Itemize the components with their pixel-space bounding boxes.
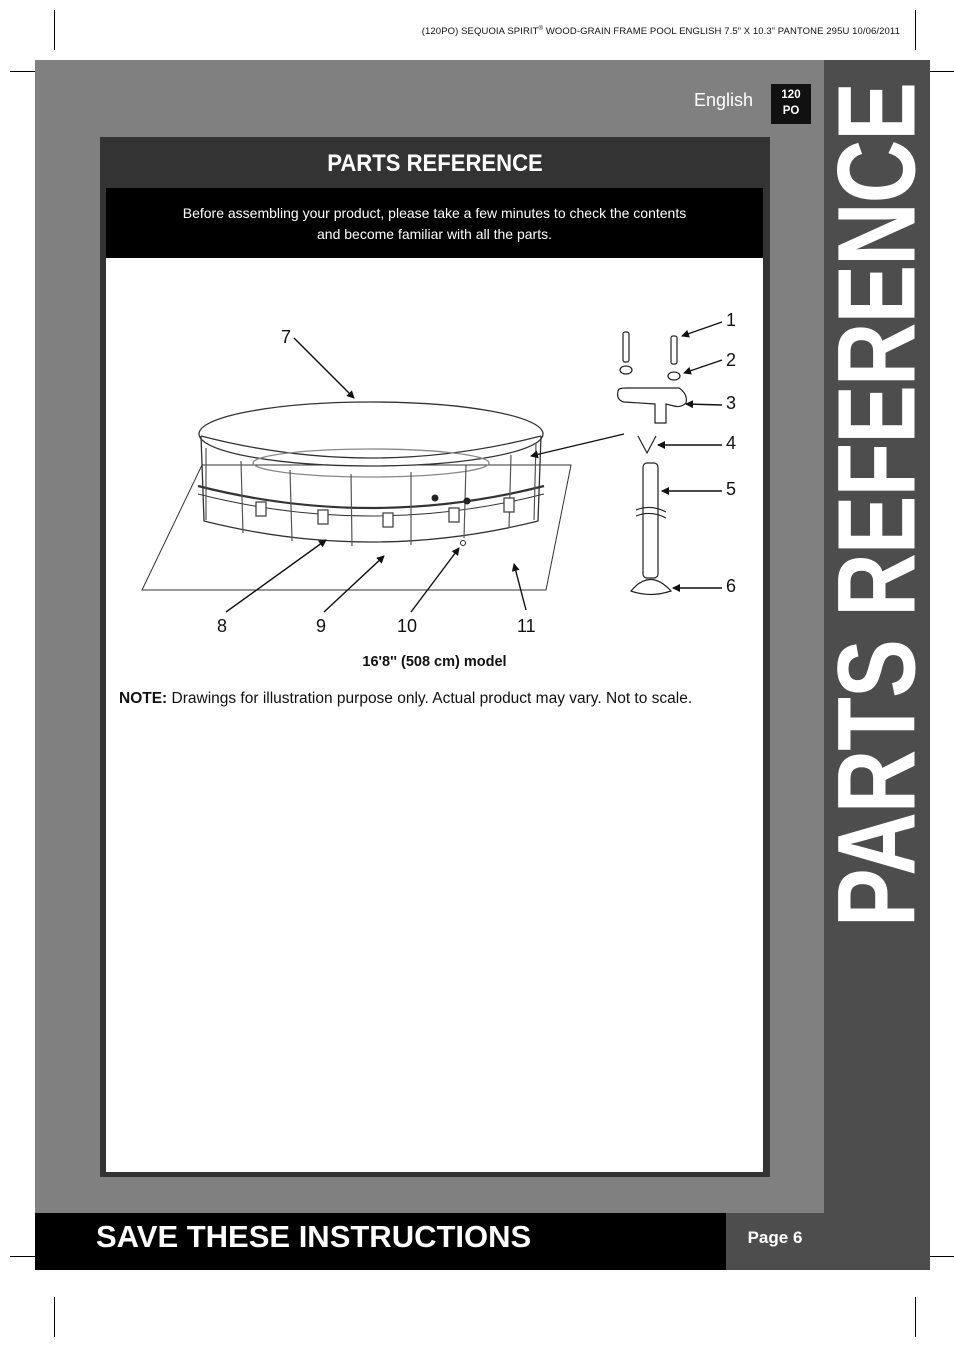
callout-3: 3 bbox=[726, 393, 737, 413]
callout-10: 10 bbox=[397, 616, 418, 636]
callout-arrow bbox=[682, 322, 722, 336]
page-number: Page 6 bbox=[726, 1213, 824, 1270]
pool-body bbox=[198, 402, 544, 546]
page-code-badge: 120 PO bbox=[771, 84, 811, 124]
print-header: (120PO) SEQUOIA SPIRIT® WOOD-GRAIN FRAME POOL ENGLISH 7.5” X 10.3” PANTONE 295U 10/06/2011 bbox=[421, 26, 900, 38]
callout-6: 6 bbox=[726, 576, 737, 596]
crop-mark bbox=[54, 1297, 55, 1337]
side-band bbox=[814, 60, 939, 1270]
callout-4: 4 bbox=[726, 433, 737, 453]
note-label: NOTE: bbox=[119, 690, 168, 707]
note-text: Drawings for illustration purpose only. Actual product may vary. Not to scale. bbox=[167, 690, 693, 707]
callout-5: 5 bbox=[726, 479, 737, 499]
figure-caption: 16'8'' (508 cm) model bbox=[362, 654, 507, 670]
callout-arrow bbox=[226, 540, 326, 612]
callout-7: 7 bbox=[281, 327, 292, 347]
intro-box: Before assembling your product, please take a few minutes to check the contents and become familiar with all the parts. bbox=[106, 188, 763, 258]
callout-9: 9 bbox=[316, 616, 327, 636]
callout-arrow bbox=[531, 434, 624, 456]
note bbox=[119, 690, 759, 708]
footer-title: SAVE THESE INSTRUCTIONS bbox=[96, 1219, 532, 1254]
section-title: PARTS REFERENCE bbox=[327, 150, 543, 177]
callout-arrow bbox=[294, 338, 354, 398]
callout-1: 1 bbox=[726, 310, 737, 330]
callout-arrow bbox=[684, 360, 722, 373]
side-title: PARTS REFERENCE bbox=[814, 83, 939, 927]
language-label: English bbox=[694, 90, 754, 110]
callout-11: 11 bbox=[517, 616, 536, 636]
callout-2: 2 bbox=[726, 350, 737, 370]
crop-mark bbox=[915, 10, 916, 50]
crop-mark bbox=[915, 1297, 916, 1337]
callout-8: 8 bbox=[217, 616, 228, 636]
callout-arrow bbox=[324, 556, 384, 612]
parts-illustration bbox=[106, 258, 763, 648]
callout-arrow bbox=[411, 548, 459, 612]
callout-arrow bbox=[686, 404, 722, 405]
parts-column bbox=[618, 332, 687, 595]
callout-arrow bbox=[514, 564, 526, 610]
